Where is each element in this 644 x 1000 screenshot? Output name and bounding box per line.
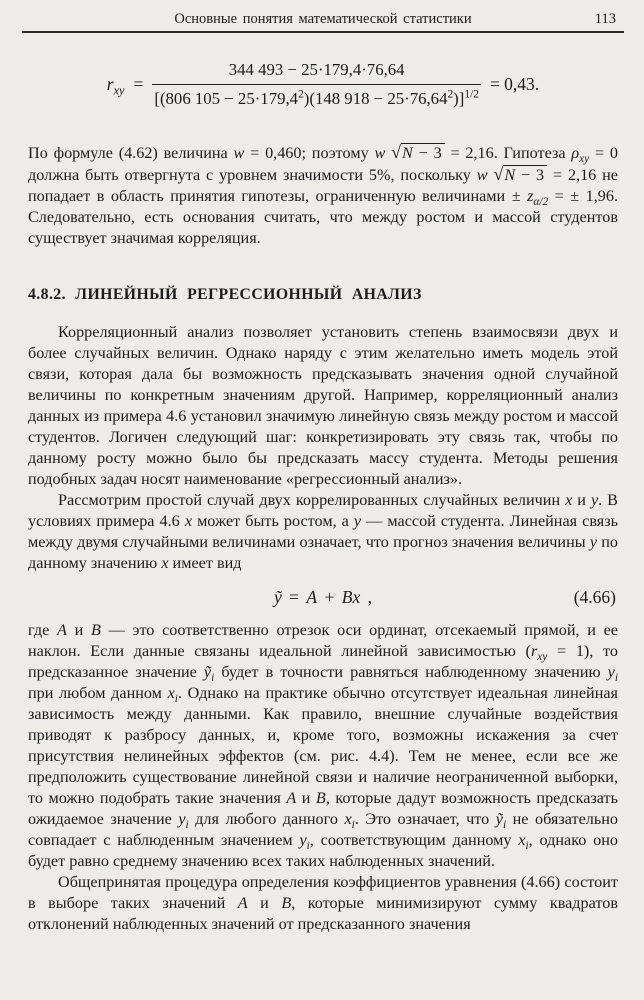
page-number: 113 bbox=[594, 11, 616, 27]
header-rule bbox=[22, 31, 624, 33]
paragraph-least-squares: Общепринятая процедура определения коэффициентов уравнения (4.66) состоит в выборе таких значений A и B, которые минимизируют сумму квадратов отклонений наблюденных значений от предсказанного значения bbox=[28, 873, 618, 933]
formula-rxy-result: = 0,43. bbox=[489, 74, 540, 94]
paragraph-hypothesis-test: По формуле (4.62) величина w = 0,460; поэтому w √N − 3 = 2,16. Гипотеза $\rho_{xy} = 0$ должна быть отвергнута с уровнем значимости 5%, поскольку w √N − 3 = 2,16 не попадает в область принятия гипотезы, ограниченную величинами ± $z_{\alpha/2}$ = ± 1,96. Следовательно, есть основания считать, что между ростом и массой студентов существует значимая корреляция. bbox=[28, 142, 619, 247]
formula-rxy-equals: = bbox=[133, 74, 144, 94]
formula-466 bbox=[28, 584, 618, 610]
page-header bbox=[28, 8, 618, 30]
formula-rxy-denominator: [(806 $105 - 25\cdot 179,4^2)(148$ $918 - 25\cdot 76,64^2)]^{1/2}$ bbox=[152, 84, 481, 109]
running-title: Основные понятия математической статистики bbox=[174, 11, 472, 27]
formula-466-equation: ỹ = A + Bx , bbox=[274, 587, 372, 607]
formula-rxy-numerator: 344 493 − 25·179,4·76,64 bbox=[228, 60, 405, 79]
formula-rxy bbox=[28, 60, 618, 109]
paragraph-correlation-intro: Корреляционный анализ позволяет установить степень взаимосвязи двух и более случайных величин. Однако наряду с этим желательно иметь модель этой связи, которая дала бы возможность предсказывать значения одной случайной величины по конкретным значениям другой. Например, корреляционный анализ данных из примера 4.6 установил значимую линейную связь между ростом и массой студентов. Логичен следующий шаг: конкретизировать эту связь так, чтобы по данному росту можно было бы предсказать массу студента. Методы решения подобных задач носят наименование «регрессионный анализ». bbox=[28, 323, 618, 488]
formula-rxy-lhs: $r_{xy}$ bbox=[106, 74, 125, 98]
paragraph-two-variables: Рассмотрим простой случай двух коррелированных случайных величин x и y. В условиях примера 4.6 x может быть ростом, а y — массой студента. Линейная связь между двумя случайными величинами означает, что прогноз значения величины y по данному значению x имеет вид bbox=[28, 491, 618, 572]
formula-466-number: (4.66) bbox=[573, 587, 616, 607]
formula-rxy-fraction bbox=[152, 60, 481, 109]
paragraph-coefficients-explanation: где A и B — это соответственно отрезок оси ординат, отсекаемый прямой, и ее наклон. Если данные связаны идеальной линейной зависимостью $(r_{xy} = 1)$, то предсказанное значение ỹ$_i$ будет в точности равняться наблюденному значению $y_i$ при любом данном $x_i$. Однако на практике обычно отсутствует идеальная линейная зависимость между данными. Как правило, внешние случайные воздействия приводят к разбросу данных, и, кроме того, возможны искажения за счет присутствия нелинейных эффектов (см. рис. 4.4). Тем не менее, если все же предположить существование линейной связи и наличие неограниченной выборки, то можно подобрать такие значения A и B, которые дадут возможность предсказать ожидаемое значение $y_i$ для любого данного $x_i$. Это означает, что ỹ$_i$ не обязательно совпадает с наблюденным значением $y_i$, соответствующим данному $x_i$, однако оно будет равно среднему значению всех таких наблюденных значений. bbox=[28, 621, 619, 870]
section-heading: 4.8.2. ЛИНЕЙНЫЙ РЕГРЕССИОННЫЙ АНАЛИЗ bbox=[28, 286, 422, 303]
